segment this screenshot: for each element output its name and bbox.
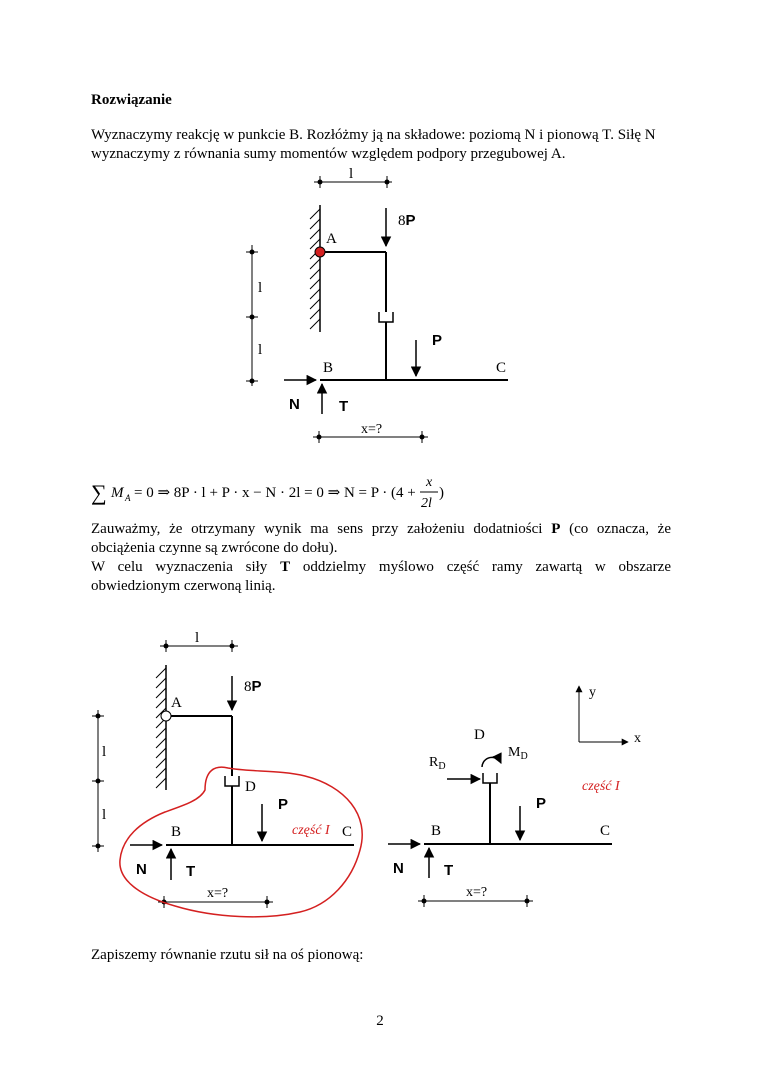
point-a-label-1: A	[326, 231, 337, 247]
page-number: 2	[376, 1013, 384, 1029]
svg-text:2l: 2l	[421, 496, 432, 511]
moment-equation	[91, 475, 444, 511]
force-n-label-2: N	[136, 861, 147, 878]
load-p-label-2: P	[278, 796, 289, 813]
diagram-2	[92, 630, 362, 917]
dim-x-label-3: x=?	[466, 885, 488, 900]
point-a-label-2: A	[171, 695, 182, 711]
point-c-label-2: C	[342, 824, 353, 840]
dimension-left-1	[246, 245, 258, 386]
part-label-3: część I	[582, 779, 620, 794]
force-n-label-3: N	[393, 860, 404, 877]
svg-text:A: A	[125, 493, 131, 503]
part-label-2: część I	[292, 823, 330, 838]
svg-text:): )	[439, 485, 444, 501]
closing-sentence: Zapiszemy równanie rzutu sił na oś pionową:	[91, 947, 364, 963]
svg-text:= 0 ⇒ 8P · l + P · x − N · 2l: = 0 ⇒ 8P · l + P · x − N · 2l = 0 ⇒ N = P · (4 +	[134, 485, 416, 501]
svg-text:x: x	[426, 475, 433, 490]
point-d-label-2: D	[245, 779, 256, 795]
point-d-label-3: D	[474, 727, 485, 743]
load-p-label-1: P	[432, 332, 443, 349]
load-8p-label-1: 8P	[398, 212, 416, 229]
point-c-label-3: C	[600, 823, 611, 839]
hinge-support-a-1	[315, 247, 325, 257]
axis-y-label: y	[589, 685, 596, 700]
dim-l-top-1: l	[349, 166, 354, 182]
remarks-paragraph	[91, 520, 671, 596]
dim-l-left-upper-1: l	[258, 280, 263, 296]
hinge-support-a-2	[161, 711, 171, 721]
remarks-line-3: W celu wyznaczenia siły T oddzielmy myślowo część ramy zawartą w obszarze	[91, 559, 671, 575]
remarks-line-1: Zauważmy, że otrzymany wynik ma sens przy założeniu dodatniości P (co oznacza, że	[91, 521, 671, 537]
axis-x-label: x	[634, 731, 641, 746]
point-b-label-3: B	[431, 823, 442, 839]
force-t-label-1: T	[339, 398, 349, 415]
point-b-label-2: B	[171, 824, 182, 840]
dim-x-label-1: x=?	[361, 422, 383, 437]
svg-text:∑: ∑	[91, 480, 107, 505]
intro-line-2: wyznaczymy z równania sumy momentów względem podpory przegubowej A.	[91, 146, 566, 162]
point-b-label-1: B	[323, 360, 334, 376]
red-outline	[120, 767, 362, 917]
wall-support-1	[310, 205, 320, 332]
dim-l-top-2: l	[195, 630, 200, 646]
reaction-rd-label: $R_D$	[429, 755, 446, 772]
force-n-label-1: N	[289, 396, 300, 413]
remarks-line-2: obciążenia czynne są zwrócone do dołu).	[91, 540, 338, 556]
frame-1	[320, 252, 508, 380]
moment-md-label: $M_D$	[508, 745, 528, 762]
intro-line-1: Wyznaczymy reakcję w punkcie B. Rozłóżmy ją na składowe: poziomą N i pionową T. Siłę N	[91, 127, 656, 143]
dim-l-left-lower-1: l	[258, 342, 263, 358]
force-t-label-3: T	[444, 862, 454, 879]
dim-l-left-upper-2: l	[102, 744, 107, 760]
dim-x-label-2: x=?	[207, 886, 229, 901]
diagram-3	[388, 685, 641, 907]
load-8p-label-2: 8P	[244, 678, 262, 695]
svg-text:M: M	[111, 485, 124, 501]
section-heading: Rozwiązanie	[91, 92, 172, 108]
remarks-line-4: obwiedzionym czerwoną linią.	[91, 578, 276, 594]
force-t-label-2: T	[186, 863, 196, 880]
point-c-label-1: C	[496, 360, 507, 376]
moment-arc	[482, 757, 501, 767]
load-p-label-3: P	[536, 795, 547, 812]
dim-l-left-lower-2: l	[102, 807, 107, 823]
